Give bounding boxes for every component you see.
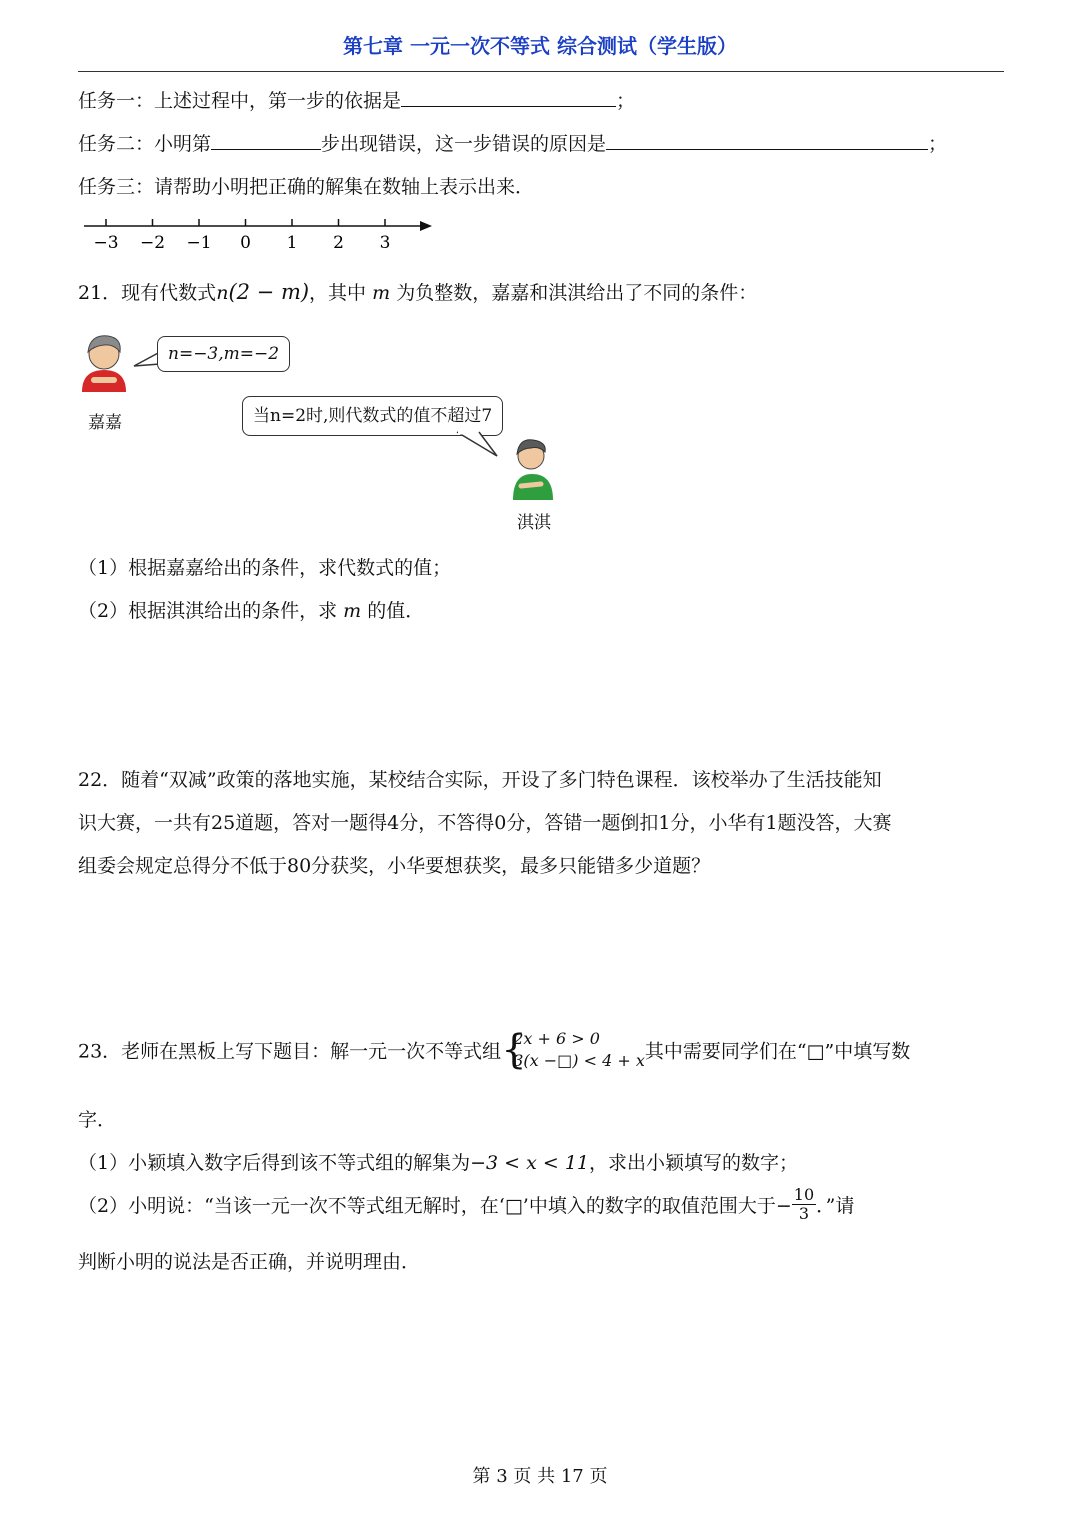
q23-part-2 bbox=[78, 1186, 854, 1223]
q23-suffix: 其中需要同学们在“□”中填写数 bbox=[644, 1040, 911, 1063]
jiajia-avatar bbox=[74, 330, 134, 400]
q23-fraction bbox=[792, 1186, 816, 1223]
task-1 bbox=[78, 86, 635, 113]
q21-stem bbox=[78, 278, 757, 305]
q21-prefix: 21．现有代数式 bbox=[78, 282, 217, 304]
page-header-title: 第七章 一元一次不等式 综合测试（学生版） bbox=[343, 34, 737, 58]
jiajia-name: 嘉嘉 bbox=[88, 413, 122, 433]
q23-part-1 bbox=[78, 1148, 798, 1175]
task-3: 任务三：请帮助小明把正确的解集在数轴上表示出来． bbox=[78, 176, 535, 198]
task-1-suffix: ； bbox=[616, 90, 636, 112]
q23-inequality-1: 2x + 6 > 0 bbox=[513, 1029, 600, 1048]
q23-part-2-prefix: （2）小明说：“当该一元一次不等式组无解时，在‘□’中填入的数字的取值范围大于− bbox=[78, 1195, 792, 1217]
q23-fraction-denominator: 3 bbox=[798, 1204, 810, 1223]
header-divider bbox=[78, 71, 1004, 72]
task-1-blank[interactable] bbox=[401, 88, 616, 107]
q23-part-1-prefix: （1）小颖填入数字后得到该不等式组的解集为 bbox=[78, 1152, 471, 1174]
number-line-tick-label: −1 bbox=[186, 233, 212, 253]
qiqi-name: 淇淇 bbox=[517, 513, 551, 533]
q23-part-2-line-2: 判断小明的说法是否正确，并说明理由． bbox=[78, 1251, 421, 1273]
q21-var-m: m bbox=[372, 282, 391, 304]
q23-inequality-2: 3(x −□) < 4 + x bbox=[513, 1051, 645, 1070]
q22-line-3: 组委会规定总得分不低于80分获奖，小华要想获奖，最多只能错多少道题？ bbox=[78, 855, 711, 877]
q21-part-2 bbox=[78, 596, 424, 623]
q23-stem bbox=[78, 1028, 910, 1072]
task-2-mid: 步出现错误，这一步错误的原因是 bbox=[321, 133, 607, 155]
q23-inequality-system bbox=[501, 1028, 645, 1072]
q23-part-1-math: −3 < x < 11 bbox=[470, 1152, 589, 1174]
q21-part-2-suffix: 的值． bbox=[367, 600, 425, 622]
q21-mid: ，其中 bbox=[309, 282, 367, 304]
q21-part-2-prefix: （2）根据淇淇给出的条件，求 bbox=[78, 600, 338, 622]
qiqi-bubble-tail bbox=[455, 430, 500, 460]
q21-expr-n: n bbox=[216, 282, 229, 304]
jiajia-bubble-text: n=−3,m=−2 bbox=[168, 344, 280, 364]
q21-part-2-var: m bbox=[343, 600, 362, 622]
page-footer: 第 3 页 共 17 页 bbox=[472, 1466, 608, 1487]
q23-part-1-suffix: ，求出小颖填写的数字； bbox=[589, 1152, 799, 1174]
number-line-tick-label: −2 bbox=[139, 233, 166, 253]
q23-fraction-numerator: 10 bbox=[793, 1185, 815, 1204]
number-line-tick-label: 3 bbox=[379, 233, 391, 253]
task-2 bbox=[78, 129, 947, 156]
jiajia-speech-bubble bbox=[157, 336, 290, 372]
q22-line-1: 22．随着“双减”政策的落地实施，某校结合实际，开设了多门特色课程．该校举办了生活技能知 bbox=[78, 769, 882, 791]
task-2-text: 任务二：小明第 bbox=[78, 133, 212, 155]
q23-brace: { bbox=[501, 1027, 527, 1073]
task-1-text: 任务一：上述过程中，第一步的依据是 bbox=[78, 90, 402, 112]
task-2-suffix: ； bbox=[928, 133, 948, 155]
q23-part-2-suffix: ．”请 bbox=[816, 1195, 855, 1217]
number-line-arrow-icon bbox=[420, 221, 432, 231]
number-line-tick-label: 2 bbox=[333, 233, 344, 253]
task-2-blank-step[interactable] bbox=[211, 131, 321, 150]
qiqi-avatar bbox=[505, 434, 560, 502]
task-2-blank-reason[interactable] bbox=[606, 131, 928, 150]
q22-line-2: 识大赛，一共有25道题，答对一题得4分，不答得0分，答错一题倒扣1分，小华有1题没答，大赛 bbox=[78, 812, 892, 834]
qiqi-bubble-text: 当n=2时,则代数式的值不超过7 bbox=[253, 406, 493, 426]
number-line-tick-label: −3 bbox=[93, 233, 119, 253]
number-line-tick-label: 1 bbox=[286, 233, 298, 253]
number-line bbox=[80, 212, 440, 257]
q21-part-1: （1）根据嘉嘉给出的条件，求代数式的值； bbox=[78, 557, 452, 579]
number-line-tick-label: 0 bbox=[240, 233, 251, 253]
q23-prefix: 23．老师在黑板上写下题目：解一元一次不等式组 bbox=[78, 1040, 502, 1063]
q21-suffix: 为负整数，嘉嘉和淇淇给出了不同的条件： bbox=[396, 282, 758, 304]
q21-expr-rest: (2 − m) bbox=[228, 280, 310, 304]
q23-stem-line-2: 字． bbox=[78, 1109, 117, 1131]
